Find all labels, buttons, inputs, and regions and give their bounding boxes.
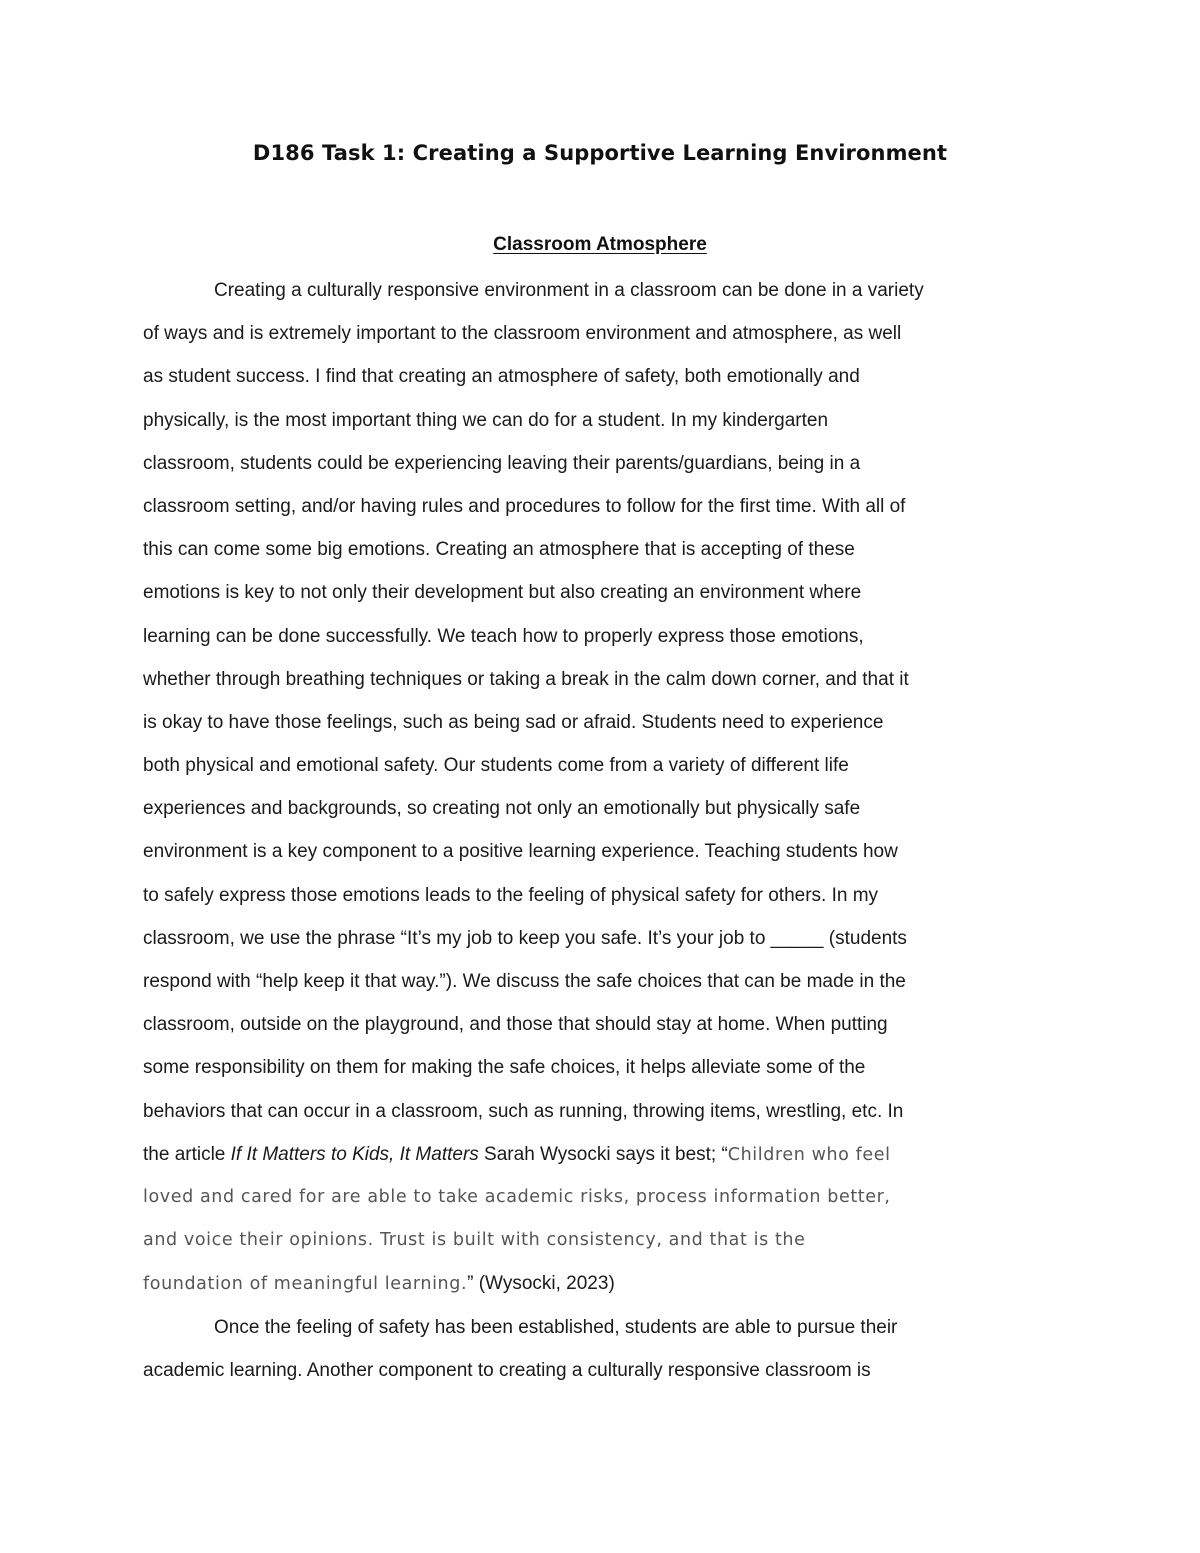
paragraph-line: classroom, students could be experiencing leaving their parents/guardians, being in a: [143, 452, 861, 474]
paragraph-line: classroom setting, and/or having rules and procedures to follow for the first time. With all of: [143, 495, 906, 517]
paragraph-line: is okay to have those feelings, such as being sad or afraid. Students need to experience: [143, 711, 884, 733]
quote-line: loved and cared for are able to take academic risks, process information better,: [143, 1186, 891, 1207]
quote-text: foundation of meaningful learning.: [143, 1274, 468, 1295]
citation-line: [143, 1133, 1063, 1176]
citation-reference: ” (Wysocki, 2023): [467, 1273, 615, 1295]
paragraph-line: Once the feeling of safety has been established, students are able to pursue their: [214, 1316, 898, 1338]
paragraph-line: classroom, outside on the playground, and those that should stay at home. When putting: [143, 1014, 888, 1036]
paragraph-line: classroom, we use the phrase “It’s my job to keep you safe. It’s your job to _____ (students: [143, 927, 907, 949]
document-title: D186 Task 1: Creating a Supportive Learning Environment: [252, 141, 948, 165]
paragraph-line: academic learning. Another component to creating a culturally responsive classroom is: [143, 1359, 871, 1381]
paragraph-line: whether through breathing techniques or taking a break in the calm down corner, and that it: [143, 668, 909, 690]
citation-attribution: Sarah Wysocki says it best; “: [478, 1143, 728, 1165]
paragraph-line: Creating a culturally responsive environment in a classroom can be done in a variety: [214, 280, 924, 301]
paragraph-line: as student success. I find that creating an atmosphere of safety, both emotionally and: [143, 366, 860, 388]
quote-line: and voice their opinions. Trust is built with consistency, and that is the: [143, 1230, 806, 1251]
paragraph-line: environment is a key component to a positive learning experience. Teaching students how: [143, 841, 898, 863]
paragraph-line: some responsibility on them for making the safe choices, it helps alleviate some of the: [143, 1057, 866, 1079]
paragraph-line: both physical and emotional safety. Our students come from a variety of different life: [143, 755, 849, 777]
paragraph-line: physically, is the most important thing we can do for a student. In my kindergarten: [143, 409, 829, 431]
paragraph-line: this can come some big emotions. Creating an atmosphere that is accepting of these: [143, 539, 855, 561]
paragraph-line: learning can be done successfully. We teach how to properly express those emotions,: [143, 625, 864, 647]
section-heading: Classroom Atmosphere: [493, 234, 707, 255]
citation-lead-text: the article: [143, 1143, 231, 1165]
article-title: If It Matters to Kids, It Matters: [230, 1143, 479, 1165]
paragraph-line: experiences and backgrounds, so creating not only an emotionally but physically safe: [143, 798, 861, 820]
document-body: [143, 269, 1063, 1392]
paragraph-line: to safely express those emotions leads to the feeling of physical safety for others. In my: [143, 884, 879, 906]
paragraph-line: respond with “help keep it that way.”). We discuss the safe choices that can be made in the: [143, 971, 906, 992]
paragraph-line: emotions is key to not only their development but also creating an environment where: [143, 582, 862, 604]
paragraph-line: behaviors that can occur in a classroom, such as running, throwing items, wrestling, etc. In: [143, 1100, 904, 1122]
quote-end-line: [143, 1262, 1063, 1305]
paragraph-line: of ways and is extremely important to the classroom environment and atmosphere, as well: [143, 323, 902, 345]
quote-text: Children who feel: [727, 1144, 891, 1165]
